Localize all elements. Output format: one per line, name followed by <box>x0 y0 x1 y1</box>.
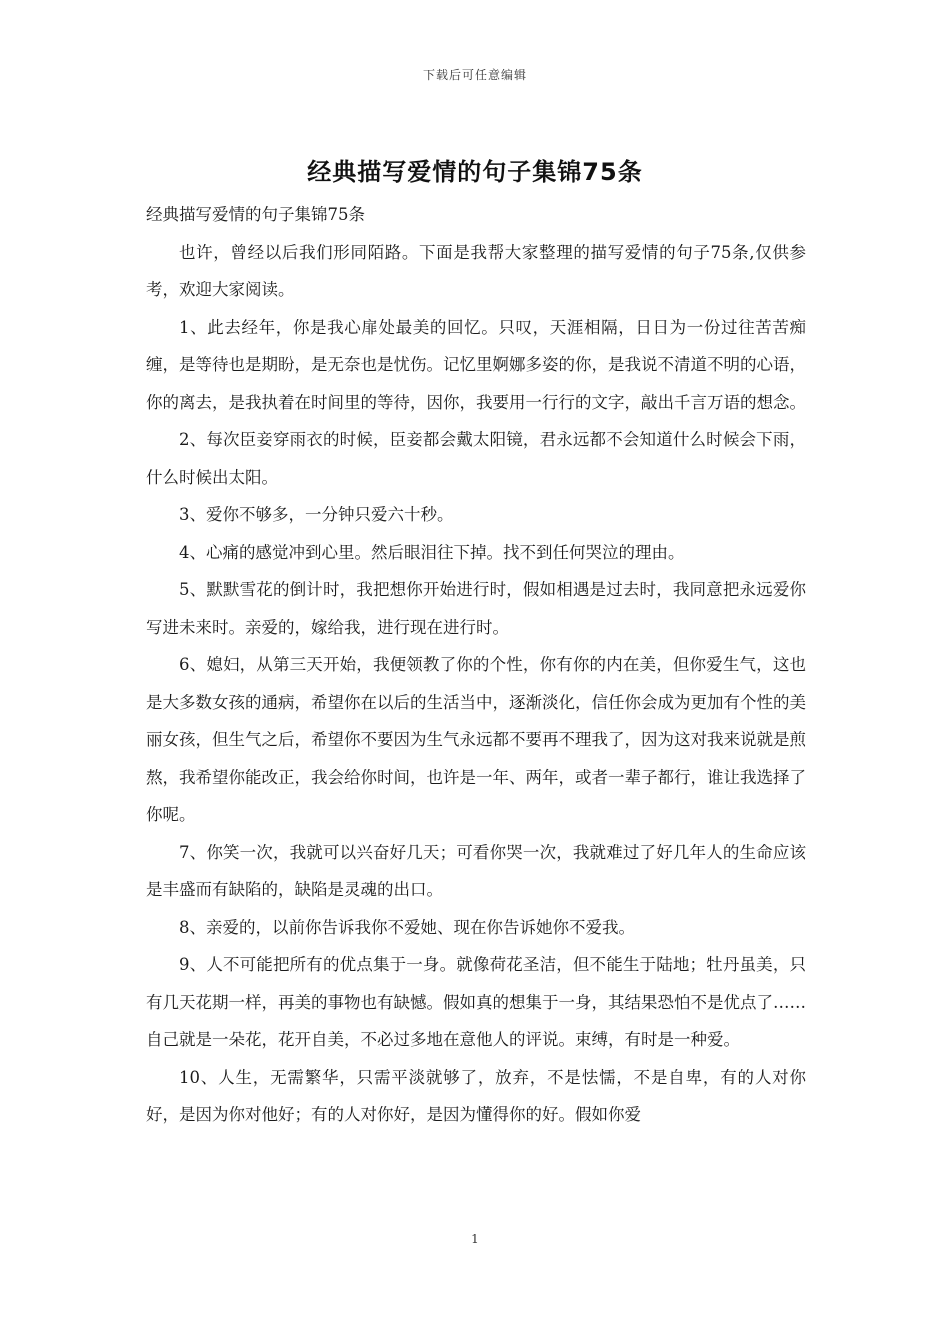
page-number: 1 <box>471 1232 479 1246</box>
paragraph-item-3: 3、爱你不够多，一分钟只爱六十秒。 <box>179 505 454 524</box>
paragraph-item-1: 1、此去经年，你是我心扉处最美的回忆。只叹，天涯相隔，日日为一份过往苦苦痴缠，是等待也是期盼，是无奈也是忧伤。记忆里婀娜多姿的你，是我说不清道不明的心语，你的离去，是我执着在时间里的等待，因你，我要用一行行的文字，敲出千言万语的想念。 <box>146 317 806 412</box>
paragraph-item-2: 2、每次臣妾穿雨衣的时候，臣妾都会戴太阳镜，君永远都不会知道什么时候会下雨，什么时候出太阳。 <box>146 430 806 487</box>
paragraph-item-9: 9、人不可能把所有的优点集于一身。就像荷花圣洁，但不能生于陆地；牡丹虽美，只有几天花期一样，再美的事物也有缺憾。假如真的想集于一身，其结果恐怕不是优点了……自己就是一朵花，花开自美，不必过多地在意他人的评说。束缚，有时是一种爱。 <box>146 955 806 1049</box>
document-title: 经典描写爱情的句子集锦75条 <box>307 158 643 186</box>
paragraph-intro: 也许，曾经以后我们形同陌路。下面是我帮大家整理的描写爱情的句子75条,仅供参考，欢迎大家阅读。 <box>146 242 806 299</box>
paragraph-item-10: 10、人生，无需繁华，只需平淡就够了，放弃，不是怯懦，不是自卑，有的人对你好，是因为你对他好；有的人对你好，是因为懂得你的好。假如你爱 <box>146 1067 806 1124</box>
header-note: 下载后可任意编辑 <box>422 68 527 82</box>
paragraph-item-4: 4、心痛的感觉冲到心里。然后眼泪往下掉。找不到任何哭泣的理由。 <box>179 542 685 562</box>
document-subtitle: 经典描写爱情的句子集锦75条 <box>146 205 365 224</box>
paragraph-item-8: 8、亲爱的，以前你告诉我你不爱她、现在你告诉她你不爱我。 <box>179 917 635 937</box>
paragraph-item-6: 6、媳妇，从第三天开始，我便领教了你的个性，你有你的内在美，但你爱生气，这也是大多数女孩的通病，希望你在以后的生活当中，逐渐淡化，信任你会成为更加有个性的美丽女孩，但生气之后，希望你不要因为生气永远都不要再不理我了，因为这对我来说就是煎熬，我希望你能改正，我会给你时间，也许是一年、两年，或者一辈子都行，谁让我选择了你呢。 <box>146 655 806 824</box>
paragraph-item-5: 5、默默雪花的倒计时，我把想你开始进行时，假如相遇是过去时，我同意把永远爱你写进未来时。亲爱的，嫁给我，进行现在进行时。 <box>146 580 806 637</box>
paragraph-item-7: 7、你笑一次，我就可以兴奋好几天；可看你哭一次，我就难过了好几年人的生命应该是丰盛而有缺陷的，缺陷是灵魂的出口。 <box>146 842 806 899</box>
document-body <box>146 196 806 1134</box>
